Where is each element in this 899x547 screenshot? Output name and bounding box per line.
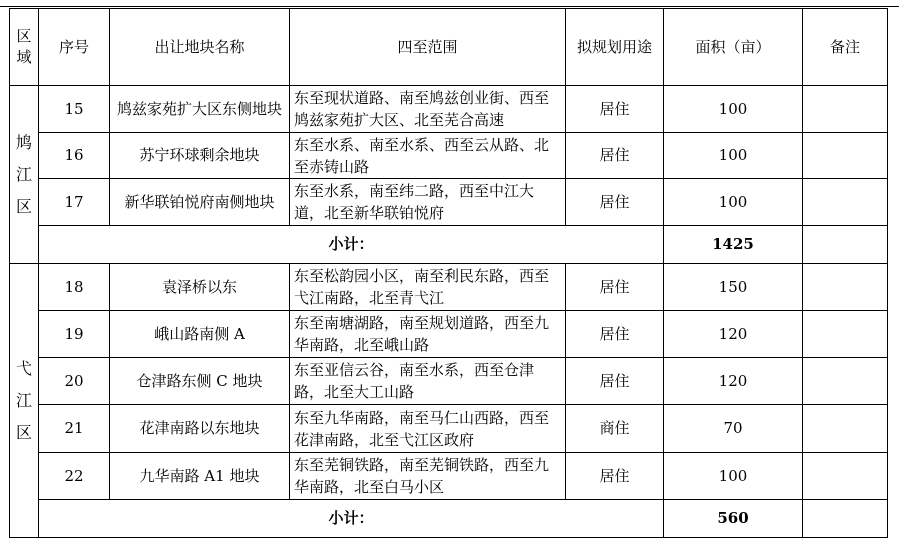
parcel-name-cell: 袁泽桥以东 — [110, 264, 290, 311]
subtotal-remark — [803, 500, 888, 538]
header-range: 四至范围 — [290, 9, 566, 86]
remark-cell — [803, 358, 888, 405]
use-cell: 商住 — [566, 405, 664, 453]
area-cell: 150 — [664, 264, 803, 311]
remark-cell — [803, 311, 888, 358]
subtotal-row — [10, 500, 888, 538]
seq-cell: 22 — [39, 453, 110, 500]
area-cell: 120 — [664, 358, 803, 405]
table-row — [10, 133, 888, 179]
area-cell: 100 — [664, 179, 803, 226]
region-cell: 弋江区 — [10, 264, 39, 538]
header-region: 区域 — [10, 9, 39, 86]
parcel-name-cell: 花津南路以东地块 — [110, 405, 290, 453]
parcel-name-cell: 新华联铂悦府南侧地块 — [110, 179, 290, 226]
parcel-name-cell: 苏宁环球剩余地块 — [110, 133, 290, 179]
parcel-name-cell: 仓津路东侧 C 地块 — [110, 358, 290, 405]
remark-cell — [803, 86, 888, 133]
subtotal-row — [10, 226, 888, 264]
use-cell: 居住 — [566, 453, 664, 500]
remark-cell — [803, 133, 888, 179]
top-rule — [0, 0, 899, 7]
range-cell: 东至水系，南至纬二路，西至中江大道，北至新华联铂悦府 — [290, 179, 566, 226]
seq-cell: 21 — [39, 405, 110, 453]
seq-cell: 18 — [39, 264, 110, 311]
remark-cell — [803, 453, 888, 500]
subtotal-label: 小计： — [39, 226, 664, 264]
subtotal-value: 1425 — [664, 226, 803, 264]
remark-cell — [803, 179, 888, 226]
header-use: 拟规划用途 — [566, 9, 664, 86]
header-remark: 备注 — [803, 9, 888, 86]
range-cell: 东至芜铜铁路，南至芜铜铁路，西至九华南路，北至白马小区 — [290, 453, 566, 500]
area-cell: 100 — [664, 453, 803, 500]
table-row — [10, 179, 888, 226]
table-row — [10, 86, 888, 133]
header-name: 出让地块名称 — [110, 9, 290, 86]
seq-cell: 19 — [39, 311, 110, 358]
use-cell: 居住 — [566, 133, 664, 179]
range-cell: 东至水系、南至水系、西至云从路、北至赤铸山路 — [290, 133, 566, 179]
parcel-name-cell: 峨山路南侧 A — [110, 311, 290, 358]
area-cell: 100 — [664, 86, 803, 133]
header-row — [10, 9, 888, 86]
remark-cell — [803, 264, 888, 311]
table-row — [10, 358, 888, 405]
range-cell: 东至松韵园小区，南至利民东路，西至弋江南路，北至青弋江 — [290, 264, 566, 311]
table-row — [10, 264, 888, 311]
parcel-name-cell: 鸠兹家苑扩大区东侧地块 — [110, 86, 290, 133]
seq-cell: 16 — [39, 133, 110, 179]
area-cell: 100 — [664, 133, 803, 179]
table-row — [10, 453, 888, 500]
use-cell: 居住 — [566, 358, 664, 405]
subtotal-label: 小计： — [39, 500, 664, 538]
header-area: 面积（亩） — [664, 9, 803, 86]
subtotal-remark — [803, 226, 888, 264]
use-cell: 居住 — [566, 264, 664, 311]
use-cell: 居住 — [566, 179, 664, 226]
use-cell: 居住 — [566, 311, 664, 358]
table-row — [10, 311, 888, 358]
seq-cell: 17 — [39, 179, 110, 226]
remark-cell — [803, 405, 888, 453]
range-cell: 东至南塘湖路，南至规划道路，西至九华南路，北至峨山路 — [290, 311, 566, 358]
area-cell: 70 — [664, 405, 803, 453]
header-seq: 序号 — [39, 9, 110, 86]
land-parcel-table — [9, 8, 888, 538]
seq-cell: 15 — [39, 86, 110, 133]
parcel-name-cell: 九华南路 A1 地块 — [110, 453, 290, 500]
range-cell: 东至现状道路、南至鸠兹创业街、西至鸠兹家苑扩大区、北至芜合高速 — [290, 86, 566, 133]
subtotal-value: 560 — [664, 500, 803, 538]
range-cell: 东至亚信云谷，南至水系，西至仓津路，北至大工山路 — [290, 358, 566, 405]
region-cell: 鸠江区 — [10, 86, 39, 264]
range-cell: 东至九华南路，南至马仁山西路，西至花津南路，北至弋江区政府 — [290, 405, 566, 453]
area-cell: 120 — [664, 311, 803, 358]
table-row — [10, 405, 888, 453]
seq-cell: 20 — [39, 358, 110, 405]
use-cell: 居住 — [566, 86, 664, 133]
